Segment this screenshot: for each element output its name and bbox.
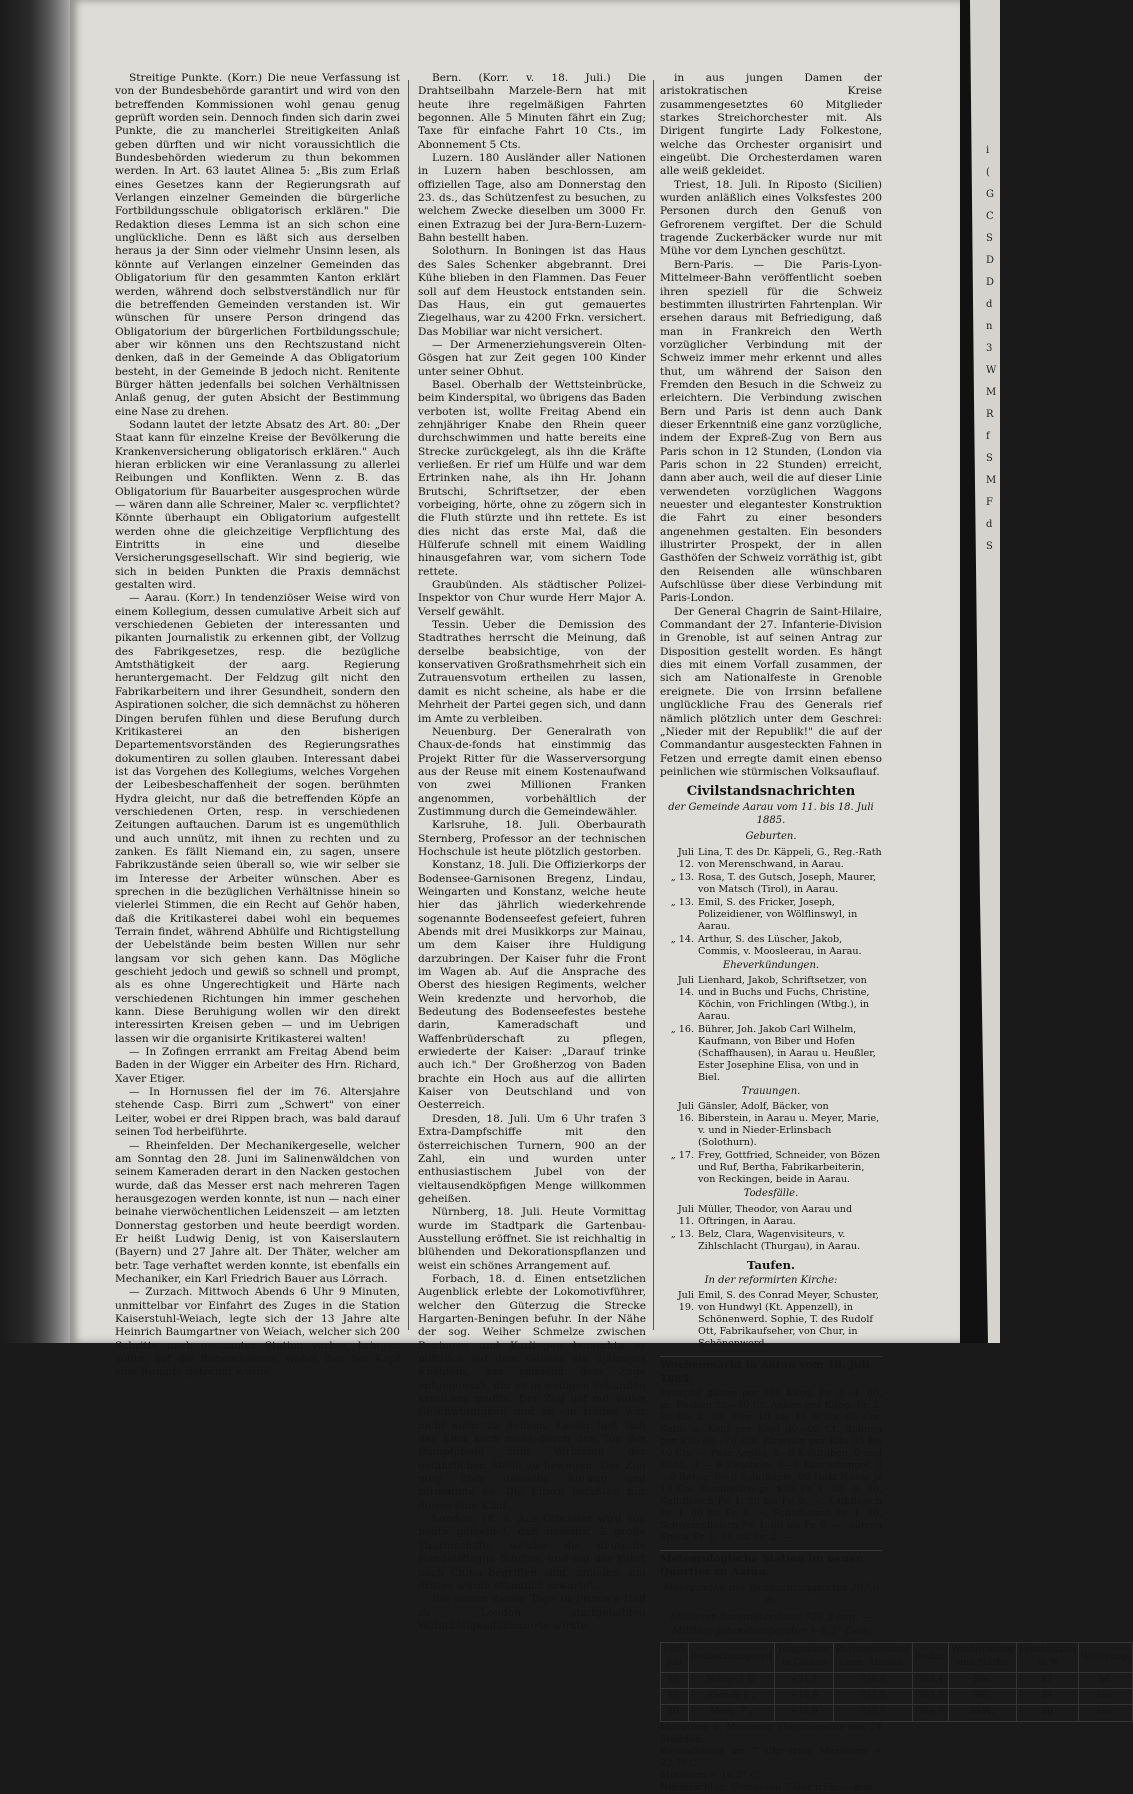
civil-entry bbox=[660, 1101, 882, 1149]
civil-entry-text: Bührer, Joh. Jakob Carl Wilhelm, Kaufmann, von Biber und Hofen (Schaffhausen), in Aarau u. Heußler, Ester Josephine Elisa, von und in Biel. bbox=[698, 1023, 876, 1083]
civil-entry bbox=[660, 897, 882, 933]
meteo-header-cell: Feuchtigkeit in % bbox=[1016, 1643, 1078, 1673]
civil-entry-date: „ 13. bbox=[670, 871, 694, 883]
meteo-cell: 732,7 bbox=[834, 1705, 913, 1721]
civil-entry-text: Emil, S. des Conrad Meyer, Schuster, von Hundwyl (Kt. Appenzell), in Schönenwerd. Sophie, T. des Rudolf Ott, Fabrikaufseher, von Chur, in Schönenwerd. bbox=[698, 1290, 879, 1350]
column-2 bbox=[418, 72, 646, 1632]
meteo-cell: SE₁ bbox=[949, 1689, 1017, 1705]
meteo-cell: 20. bbox=[661, 1705, 689, 1721]
meteo-cell: SSW₂ bbox=[949, 1705, 1017, 1721]
meteo-table-header bbox=[661, 1643, 1133, 1673]
meteo-cell: Morg. 7 „ bbox=[688, 1705, 774, 1721]
civil-entry bbox=[660, 1229, 882, 1253]
births-list bbox=[660, 847, 882, 958]
civil-entry-text: Gänsler, Adolf, Bäcker, von Biberstein, in Aarau u. Meyer, Marie, v. und in Nieder-Erlinsbach (Solothurn). bbox=[698, 1101, 880, 1149]
civil-entry bbox=[660, 1024, 882, 1084]
article-aarau: — Aarau. (Korr.) In tendenziöser Weise wird von einem Kollegium, dessen cumulative Arbeit sich auf verschiedenen Gebieten der interessanten und pikanten Journalistik zu erkennen gibt, der Vollzug des Fabrikgesetzes, resp. die bezügliche Amtsthätigkeit der aarg. Regierung heruntergemacht. Der Feldzug gilt nicht den Fabrikarbeitern und ihrer Gesundheit, sondern den Aspirationen solcher, die sich demnächst zu höheren Dingen berufen fühlen und diese Berufung durch Kritikasterei an den bisherigen Departementsvorständen des Regierungsrathes dokumentiren zu sollen glauben. Interessant dabei ist das Vorgehen des Kollegiums, welches Vorgehen der Leibesbeschaffenheit der sogen. berühmten Hydra gleicht, nur daß die betreffenden Köpfe an verschiedenen Orten, resp. in verschiedenen Zeitungen auftauchen. Darum ist es ungemüthlich und auch unnütz, mit ihnen zu rechten und zu zanken. Es fällt Niemand ein, zu sagen, unsere Fabrikzustände seien überall so, wie wir selber sie im Interesse der Arbeiter wünschen. Aber es sprechen in die bezüglichen Verhältnisse hinein so vielerlei Stimmen, die ein Recht auf Gehör haben, daß die Kritikasterei dabei wohl ein bequemes Terrain findet, während Abhülfe und Richtigstellung der Uebelstände beim besten Willen nur sehr langsam vor sich gehen kann. Das Mögliche geschieht jedoch und gewiß so schnell und prompt, als es ohne Ungerechtigkeit und Härte nach verschiedenen Richtungen hin immer geschehen kann. Diese Beruhigung wollen wir den direkt interessirten Kreisen geben — und im Uebrigen lassen wir die organisirte Kritikasterei walten! bbox=[115, 592, 400, 1045]
article-luzern: Luzern. 180 Ausländer aller Nationen in Luzern haben beschlossen, am offiziellen Tage, also am Donnerstag den 23. ds., das Schützenfest zu besuchen, zu welchem Zwecke dieselben um 3000 Fr. einen Extrazug bei der Jura-Bern-Luzern-Bahn bestellt haben. bbox=[418, 152, 646, 245]
banns-list bbox=[660, 975, 882, 1084]
civil-entry-text: Rosa, T. des Gutsch, Joseph, Maurer, von Matsch (Tirol), in Aarau. bbox=[698, 871, 877, 895]
civil-entry bbox=[660, 975, 882, 1023]
article-zofingen: — In Zofingen errrankt am Freitag Abend beim Baden in der Wigger ein Arbeiter des Hrn. Richard, Xaver Etiger. bbox=[115, 1046, 400, 1085]
article-orchestra: in aus jungen Damen der aristokratischen Kreise zusammengesetztes 60 Mitglieder starkes Streichorchester mit. Als Dirigent fungirte Lady Folkestone, welche das Orchester organisirt und eingeübt. Die Orchesterdamen waren alle weiß gekleidet. bbox=[660, 72, 882, 178]
civil-subtitle: der Gemeinde Aarau vom 11. bis 18. Juli 1885. bbox=[668, 801, 874, 826]
column-rule bbox=[408, 80, 409, 1330]
adjacent-page-letters: i ( G C S D D d n 3 W M R f S M F d S bbox=[986, 145, 997, 552]
meteo-title: Meteorologische Station im neuen Quartier zu Aarau. bbox=[660, 1550, 882, 1580]
article-streitige-punkte: Streitige Punkte. (Korr.) Die neue Verfassung ist von der Bundesbehörde garantirt und wird von den betreffenden Kommissionen wohl genau genug geprüft worden sein. Dennoch finden sich darin zwei Punkte, die zu mancherlei Streitigkeiten Anlaß geben dürften und wir nicht voraussichtlich die Bundesbehörden wiederum zu thun bekommen werden. In Art. 63 lautet Alinea 5: „Bis zum Erlaß eines Gesetzes kann der Regierungsrath auf Verlangen einzelner Gemeinden die bürgerliche Fortbildungsschule obligatorisch erklären." Die Redaktion dieses Lemma ist an sich schon eine unglückliche. Denn es läßt sich aus derselben heraus ja der Sinn oder vielmehr Unsinn lesen, als könnte auf Verlangen einzelner Gemeinden das Obligatorium für den gesammten Kanton erklärt werden, während doch selbstverständlich nur für die betreffenden Gemeinden verstanden ist. Wir wünschen für unsere Person dringend das Obligatorium der bürgerlichen Fortbildungsschule; aber wir können uns den Rechtszustand nicht denken, daß in der Gemeinde A das Obligatorium besteht, in der Gemeinde B jedoch nicht. Renitente Bürger hätten jedenfalls bei solchen Verhältnissen Anlaß genug, der guten Absicht der Bestimmung eine Nase zu drehen. bbox=[115, 72, 400, 418]
banns-heading: Eheverkündungen. bbox=[722, 959, 820, 971]
civil-entry-date: Juli 14. bbox=[677, 974, 694, 998]
meteo-cell: +18,9 bbox=[775, 1705, 834, 1721]
deaths-list bbox=[660, 1204, 882, 1253]
article-london-cont: Bei einem dieser Tage in Prince's Hall zu London stattgehabten Wohlthätigkeitskonzerte wirkte bbox=[418, 1593, 646, 1632]
article-nuernberg: Nürnberg, 18. Juli. Heute Vormittag wurde im Stadtpark die Gartenbau-Ausstellung eröffnet. Sie ist reichhaltig in blühenden und Dekorationspflanzen und weist ein schönes Arrangement auf. bbox=[418, 1206, 646, 1272]
meteo-cell: bd. bbox=[1079, 1672, 1133, 1688]
article-bern: Bern. (Korr. v. 18. Juli.) Die Drahtseilbahn Marzele-Bern hat mit heute ihre regelmäßigen Fahrten begonnen. Alle 5 Minuten fährt ein Zug; Taxe für einfache Fahrt 10 Cts., im Abonnement 5 Cts. bbox=[418, 72, 646, 151]
meteo-table-body bbox=[661, 1672, 1133, 1721]
meteo-footer-line: Maximum u. Minimum Thermometer seit 24 Stunden. bbox=[660, 1721, 882, 1745]
meteo-cell: 19. bbox=[661, 1672, 689, 1688]
meteo-footer-line: Minimum + 16,8° C. bbox=[660, 1769, 760, 1781]
meteo-cell: bto. bbox=[1079, 1705, 1133, 1721]
article-bern-paris: Bern-Paris. — Die Paris-Lyon-Mittelmeer-Bahn veröffentlicht soeben ihren speziell für die Schweiz bestimmten illustrirten Fahrtenplan. Wir ersehen daraus mit Befriedigung, daß man in Frankreich den Werth vorzüglicher Verbindung mit der Schweiz immer mehr erkennt und alles thut, um während der Saison den Fremden den Besuch in die Schweiz zu erleichtern. Die Verbindung zwischen Bern und Paris ist denn auch Dank dieser Erkenntniß eine ganz vorzügliche, indem der Expreß-Zug von Bern aus Paris schon in 12 Stunden, (London via Paris schon in 22 Stunden) erreicht, dann aber auch, weil die auf dieser Linie verwendeten vorzüglichen Waggons neuester und elegantester Konstruktion die Fahrt zu einer besonders angenehmen gestalten. Ein besonders illustrirter Prospekt, der in allen Gasthöfen der Schweiz vorräthig ist, gibt den Reisenden alle wünschbaren Aufschlüsse über diese Verbindung mit Paris-London. bbox=[660, 258, 882, 605]
civil-entry-text: Arthur, S. des Lüscher, Jakob, Commis, v. Moosleerau, in Aarau. bbox=[698, 933, 862, 957]
civil-entry-date: Juli 16. bbox=[677, 1101, 694, 1125]
article-forbach: Forbach, 18. d. Einen entsetzlichen Augenblick erlebte der Lokomotivführer, welcher den Güterzug die Strecke Hargarten-Beningen befuhr. In der Nähe der sog. Weiher Schmelze zwischen Beningen und Karlingen bemerkte er plötzlich auf dem Geleise ein 3jähriges Knäblein, das spielend dem Zuge entgegensah, der es in wenigen Sekunden erreichen mußte. Der Zug lief mit voller Geschwindigkeit und an ein Halten war nicht mehr zu denken. Leider ließ sich das Kind auch nicht durch den Ton der Dampfpfeife zum Verlassen der gefährlichen Stelle zu bewegen. Der Zug ging über dasselbe hinweg und zermalmte es. Die Eltern befaßten nur dieses eine Kind. bbox=[418, 1272, 646, 1512]
civil-entry bbox=[660, 1204, 882, 1228]
civil-title: Civilstandsnachrichten bbox=[686, 784, 856, 800]
civil-entry bbox=[660, 847, 882, 871]
civil-entry bbox=[660, 934, 882, 958]
civil-entry-text: Müller, Theodor, von Aarau und Oftringen, in Aarau. bbox=[698, 1203, 853, 1227]
meteo-header-cell: Windrichtung und Stärke bbox=[949, 1643, 1017, 1673]
civil-entry-date: „ 17. bbox=[670, 1150, 694, 1162]
article-zurzach: — Zurzach. Mittwoch Abends 6 Uhr 9 Minuten, unmittelbar vor Einfahrt des Zuges in die Station Kaiserstuhl-Weiach, legte sich der 13 Jahre alte Heinrich Baumgartner von Weiach, welcher sich 200 Schritte nach genannter Station vorher, bringen sollte, auf die Bahnschienen, wobei ihm der Kopf vom Rumpfe getrennt wurde. bbox=[115, 1286, 400, 1379]
meteo-cell: 19. bbox=[661, 1689, 689, 1705]
civil-entry-text: Emil, S. des Fricker, Joseph, Polizeidiener, von Wölflinswyl, in Aarau. bbox=[698, 896, 858, 932]
article-olten: — Der Armenerziehungsverein Olten-Gösgen hat zur Zeit gegen 100 Kinder unter seiner Obhut. bbox=[418, 338, 646, 378]
article-hornussen: — In Hornussen fiel der im 76. Altersjahre stehende Casp. Birri zum „Schwert" von einer Leiter, wobei er drei Rippen brach, was bald darauf seinen Tod herbeiführte. bbox=[115, 1086, 400, 1139]
civil-entry-date: Juli 11. bbox=[677, 1203, 694, 1227]
civil-entry bbox=[660, 1290, 882, 1350]
civil-entry-date: „ 13. bbox=[670, 1228, 694, 1240]
article-paragraph: Sodann lautet der letzte Absatz des Art. 80: „Der Staat kann für einzelne Kreise der Bevölkerung die Krankenversicherung obligatorisch erklären." Auch hieran erblicken wir eine Veranlassung zu allerlei Reibungen und Konflikten. Wenn z. B. das Obligatorium für Bauarbeiter ausgesprochen würde — wären dann alle Schreiner, Maler ꝛc. verpflichtet? Könnte überhaupt ein Obligatorium aufgestellt werden ohne die gleichzeitige Verpflichtung des Eintritts in eine und dieselbe Versicherungsgesellschaft. Wir sind begierig, wie sich in beiden Punkten die Praxis demnächst gestalten wird. bbox=[115, 418, 400, 592]
column-rule bbox=[653, 80, 654, 1330]
article-basel: Basel. Oberhalb der Wettsteinbrücke, beim Kinderspital, wo übrigens das Baden verboten ist, wollte Freitag Abend ein zehnjähriger Knabe den Rhein queer durchschwimmen und hatte bereits eine Strecke zurückgelegt, als ihn die Kräfte verließen. Er rief um Hülfe und war dem Ertrinken nahe, als ihn Hr. Johann Brutschi, Schriftsetzer, der eben vorbeiging, hörte, ohne zu zögern sich in die Fluth stürzte und ihn rettete. Es ist dies nicht das erste Mal, daß die Hülferufe schnell mit einem Waidling hinausgefahren war, vom sichern Tode rettete. bbox=[418, 378, 646, 578]
civil-entry-date: „ 13. bbox=[670, 896, 694, 908]
meteo-cell: +19,6 bbox=[775, 1689, 834, 1705]
article-triest: Triest, 18. Juli. In Riposto (Sicilien) wurden anläßlich eines Volksfestes 200 Personen durch den Genuß von Gefrorenem vergiftet. Der die Schuld tragende Zuckerbäcker wurde nur mit Mühe vor dem Lynchen geschützt. bbox=[660, 178, 882, 258]
article-neuenburg: Neuenburg. Der Generalrath von Chaux-de-fonds hat einstimmig das Projekt Ritter für die Wasserversorgung aus der Reuse mit einem Kostenaufwand von zwei Millionen Franken angenommen, vorbehältlich der Zustimmung durch die Gemeindewähler. bbox=[418, 725, 646, 818]
meteo-cell: 731,5 bbox=[834, 1689, 913, 1705]
article-solothurn: Solothurn. In Boningen ist das Haus des Sales Schenker abgebrannt. Drei Kühe blieben in den Flammen. Das Feuer soll auf dem Heustock entstanden sein. Das Haus, ein gut gemauertes Ziegelhaus, war zu 4200 Frkn. versichert. Das Mobiliar war nicht versichert. bbox=[418, 245, 646, 338]
civil-entry-date: Juli 12. bbox=[677, 846, 694, 870]
article-konstanz: Konstanz, 18. Juli. Die Offizierkorps der Bodensee-Garnisonen Bregenz, Lindau, Weingarten und Konstanz, welche heute hier das jährlich wiederkehrende sogenannte Bodenseefest gefeiert, fuhren Abends mit drei Musikkorps zur Mainau, um dem Kaiser ihre Huldigung darzubringen. Der Kaiser fuhr die Front im Wagen ab. Auf die Ansprache des Oberst des hiesigen Regiments, welcher Wein kredenzte und hervorhob, die Bedeutung des Bodenseefestes bestehe darin, Kameradschaft und Waffenbrüderschaft zu pflegen, erwiederte der Kaiser: „Darauf trinke auch ich." Der Großherzog von Baden brachte ein Hoch aus auf die allirten Kaiser von Deutschland und von Oesterreich. bbox=[418, 859, 646, 1112]
meteo-cell: 80 bbox=[1016, 1705, 1078, 1721]
meteo-cell: Abends 9 „ bbox=[688, 1689, 774, 1705]
article-general: Der General Chagrin de Saint-Hilaire, Commandant der 27. Infanterie-Division in Grenoble, ist auf seinen Antrag zur Disposition gestellt worden. Es hängt dies mit einem Vorfall zusammen, der sich am Nationalfeste in Grenoble ereignete. Die von Irrsinn befallene unglückliche Frau des Generals rief nämlich plötzlich unter dem Geschrei: „Nieder mit der Republik!" die auf der Commandantur ausgesteckten Fahnen in Fetzen und erregte damit einen ebenso peinlichen wie stürmischen Volksauflauf. bbox=[660, 605, 882, 778]
column-1 bbox=[115, 72, 400, 1379]
deaths-heading: Todesfälle. bbox=[743, 1188, 799, 1200]
meteo-row bbox=[661, 1705, 1133, 1721]
meteo-row bbox=[661, 1689, 1133, 1705]
meteo-cell: +21,1 bbox=[775, 1672, 834, 1688]
civil-entry-date: „ 16. bbox=[670, 1023, 694, 1035]
book-binding bbox=[0, 0, 70, 1343]
meteo-cell: 730,6 bbox=[834, 1672, 913, 1688]
article-tessin: Tessin. Ueber die Demission des Stadtrathes herrscht die Meinung, daß derselbe beabsichtige, von der konservativen Großrathsmehrheit sich ein Zutrauensvotum ertheilen zu lassen, damit es nicht scheine, als habe er die Mehrheit der Partei gegen sich, und dann im Amte zu verbleiben. bbox=[418, 619, 646, 725]
baptisms-heading: Taufen. bbox=[747, 1257, 795, 1272]
meteo-header-cell: Witterung. bbox=[1079, 1643, 1133, 1673]
meteo-table bbox=[660, 1642, 1133, 1722]
marriages-heading: Trauungen. bbox=[741, 1085, 801, 1097]
meteo-header-cell: 1885 Juli bbox=[661, 1643, 689, 1673]
civil-entry bbox=[660, 872, 882, 896]
meteo-footer-line: Niederschlag. Gemessen 7 Uhr früh: — mm. bbox=[660, 1781, 876, 1793]
civil-entry-date: Juli 19. bbox=[677, 1290, 694, 1314]
meteo-cell: 61 bbox=[1016, 1672, 1078, 1688]
article-karlsruhe: Karlsruhe, 18. Juli. Oberbaurath Sternberg, Professor an der technischen Hochschule ist heute plötzlich gestorben. bbox=[418, 819, 646, 858]
meteo-header-cell: Barometerstand i.mm. Absolut. bbox=[834, 1643, 913, 1673]
civil-entry-text: Frey, Gottfried, Schneider, von Bözen und Ruf, Bertha, Fabrikarbeiterin, von Reckingen, beide in Aarau. bbox=[698, 1150, 881, 1186]
civil-entry-date: „ 14. bbox=[670, 933, 694, 945]
article-london: London, 18. d. Aus Gibraltar wird von heute gemeldet, daß daselbst 2 große Thurmschiffe, welche die deutsche Handelsflagge führten, und auf der Fahrt nach China begriffen sind, anliefen; ein drittes wurde stündlich erwartet. bbox=[418, 1513, 646, 1592]
marriages-list bbox=[660, 1101, 882, 1186]
article-rheinfelden: — Rheinfelden. Der Mechanikergeselle, welcher am Sonntag den 28. Juni im Salinenwäldchen von seinem Kameraden derart in den Nacken gestochen wurde, daß das Messer erst nach mehreren Tagen herausgezogen werden konnte, ist nun — nach einer beinahe vierwöchentlichen Leidenszeit — am letzten Donnerstag gestorben und heute beerdigt worden. Er heißt Ludwig Denig, ist von Kaiserslautern (Bayern) und 27 Jahre alt. Der Thäter, welcher am betr. Tage verhaftet werden konnte, ist ebenfalls ein Mechaniker, ein Karl Friedrich Bauer aus Lörrach. bbox=[115, 1139, 400, 1285]
baptisms-list bbox=[660, 1290, 882, 1350]
article-dresden: Dresden, 18. Juli. Um 6 Uhr trafen 3 Extra-Dampfschiffe mit den österreichischen Turnern, 900 an der Zahl, ein und wurden unter enthusiastischem Jubel von der vieltausendköpfigen Menge willkommen geheißen. bbox=[418, 1112, 646, 1205]
civil-entry bbox=[660, 1150, 882, 1186]
meteo-averages: Mittlerer Barometerstand 727,8 mm. —Mittlere Jahrestemperatur + 8,2° Cels. bbox=[670, 1612, 872, 1637]
article-graubuenden: Graubünden. Als städtischer Polizei-Inspektor von Chur wurde Herr Major A. Verself gewählt. bbox=[418, 579, 646, 618]
meteo-cell: 763,5 bbox=[913, 1689, 949, 1705]
meteo-footer bbox=[660, 1722, 882, 1794]
civil-entry-text: Lina, T. des Dr. Käppeli, G., Reg.-Rath von Merenschwand, in Aarau. bbox=[698, 846, 882, 870]
market-text: Erdäpfel galten per 100 Kilog. Fr. 3—4. 00, pr. Becken 20—30 Ct. Anken per Kilog. Fr. 2. 20 bis 2. 30. Eier 10 bis 11 Stück 60 Cts. Kabis u. Kohl per Kopf 00—00 Ct. Bohnen per Kilo 60—70 Cts. Kirschen per Kilo 35 bis 40 Cts. — Paar Aepfel, 3—0 Kohlraben, 0 und Rübli, 3 — 0 Zwiebeln, 0—0 Lauchstengel, 3—0 Rettig, 0—0 Salatköpfe, 00 Hakl Nüsse je 10 Cts. Rindfleisch pr. Kilo Fr. 1. 30—0. 40, Kalbfleisch Fr. 1. 20 bis Fr. 0. —, Kalbfleisch Fr. 1. 60 bis Fr. 0. —, Schaffleisch Fr. 1. 50, Schweinefleisch Fr. 1. 60 bis Fr. 0. —, dürren Speck Fr. 1. 80 bis Fr. 2. —. bbox=[660, 1388, 882, 1543]
meteo-cell: 764,7 bbox=[913, 1705, 949, 1721]
meteo-cell: 762,4 bbox=[913, 1672, 949, 1688]
market-title: Wochenmarkt in Aarau vom 18. Juli 1885. bbox=[660, 1356, 882, 1386]
meteo-header-cell: Temperatur in Celsius bbox=[775, 1643, 834, 1673]
meteo-footer-line: Beobachtung um 7 Uhr früh: Maximum + 23,7° C. bbox=[660, 1745, 882, 1769]
meteo-cell: 84 bbox=[1016, 1689, 1078, 1705]
meteo-cell: bto. bbox=[1079, 1689, 1133, 1705]
adjacent-page-edge bbox=[960, 0, 1000, 1343]
civil-entry-text: Belz, Clara, Wagenvisiteurs, v. Zihlschlacht (Thurgau), in Aarau. bbox=[698, 1228, 861, 1252]
civil-entry-text: Lienhard, Jakob, Schriftsetzer, von und in Buchs und Fuchs, Christine, Köchin, von Frichlingen (Wtbg.), in Aarau. bbox=[698, 974, 870, 1022]
meteo-header-cell: Reduz. bbox=[913, 1643, 949, 1673]
meteo-cell: SW₂ bbox=[949, 1672, 1017, 1688]
baptisms-subheading: In der reformirten Kirche: bbox=[704, 1274, 838, 1286]
meteo-altitude: Meereshöhe des Beobachtungsortes 397,6 m. bbox=[662, 1582, 880, 1608]
meteo-row bbox=[661, 1672, 1133, 1688]
meteo-header-cell: Beobachtungszeit bbox=[688, 1643, 774, 1673]
meteo-cell: Mittgs.1 U. bbox=[688, 1672, 774, 1688]
births-heading: Geburten. bbox=[745, 831, 797, 843]
